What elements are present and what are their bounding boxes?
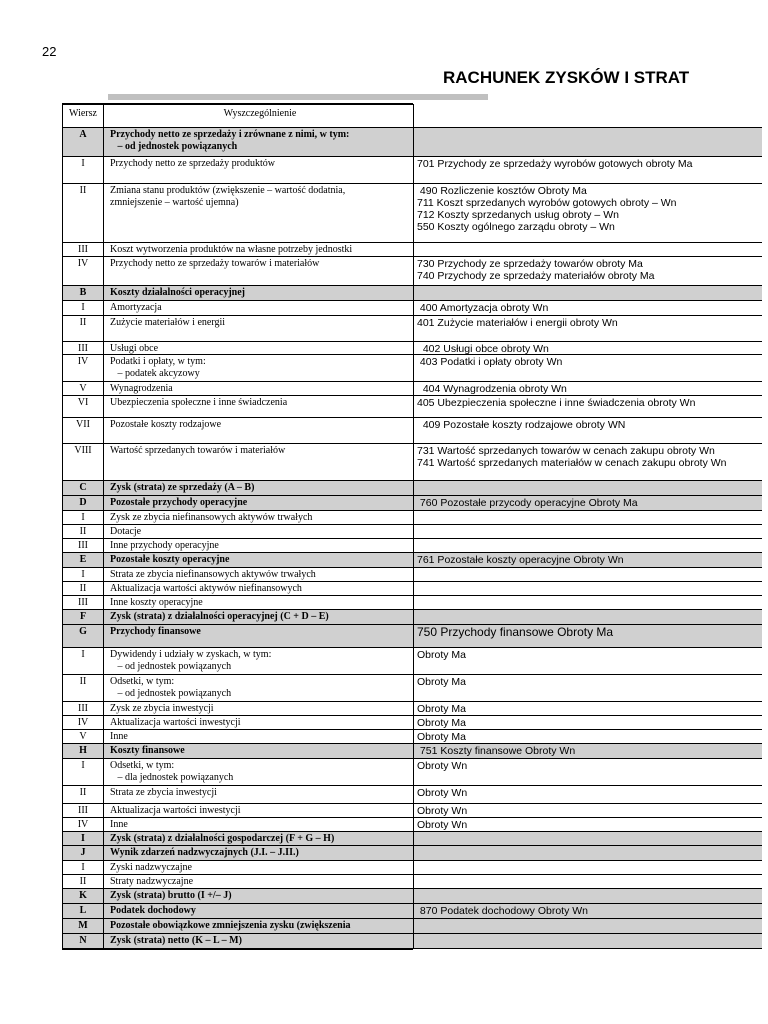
row-description — [104, 861, 414, 874]
description-line: Pozostałe przychody operacyjne — [110, 497, 248, 508]
account-line: 740 Przychody ze sprzedaży materiałów obroty Ma — [417, 270, 655, 282]
description-line: – od jednostek powiązanych — [110, 141, 238, 152]
row-accounts — [414, 553, 763, 567]
account-line: 400 Amortyzacja obroty Wn — [417, 302, 549, 314]
table-row-gi — [62, 648, 762, 675]
table-row-giv — [62, 716, 762, 730]
row-accounts — [414, 286, 763, 300]
row-description — [104, 539, 414, 552]
row-label: VI — [63, 396, 104, 417]
account-line: 712 Koszty sprzedanych usług obroty – Wn — [417, 209, 619, 221]
row-label: IV — [63, 716, 104, 729]
table-row-a — [62, 128, 762, 157]
description-line: Inne koszty operacyjne — [110, 597, 203, 608]
row-label: II — [63, 875, 104, 888]
table-row-aii — [62, 184, 762, 243]
row-description — [104, 759, 414, 785]
row-accounts — [414, 444, 763, 480]
description-line: Zysk ze zbycia inwestycji — [110, 703, 214, 714]
row-description — [104, 730, 414, 743]
row-description — [104, 846, 414, 860]
description-line: Zysk (strata) z działalności gospodarczej (F + G – H) — [110, 833, 335, 844]
table-row-j — [62, 846, 762, 861]
table-row-f — [62, 610, 762, 625]
description-line: Przychody netto ze sprzedaży i zrównane z nimi, w tym: — [110, 129, 350, 140]
row-description — [104, 919, 414, 933]
table-row-di — [62, 511, 762, 525]
account-line: 402 Usługi obce obroty Wn — [417, 343, 549, 354]
description-line: Aktualizacja wartości aktywów niefinansowych — [110, 583, 302, 594]
row-label: IV — [63, 355, 104, 381]
table-row-l — [62, 904, 762, 919]
account-line: Obroty Ma — [417, 649, 467, 661]
row-accounts — [414, 157, 763, 183]
description-line: Pozostałe koszty operacyjne — [110, 554, 230, 565]
row-label: D — [63, 496, 104, 510]
description-line: Pozostałe koszty rodzajowe — [110, 419, 222, 430]
row-label: III — [63, 539, 104, 552]
row-label: V — [63, 730, 104, 743]
row-description — [104, 889, 414, 903]
income-statement-table — [62, 104, 762, 949]
header-col-description: Wyszczególnienie — [104, 104, 414, 127]
row-label: I — [63, 861, 104, 874]
row-label: F — [63, 610, 104, 624]
row-description — [104, 286, 414, 300]
row-accounts — [414, 804, 763, 817]
row-accounts — [414, 568, 763, 581]
account-line: 404 Wynagrodzenia obroty Wn — [417, 383, 567, 395]
row-label: VII — [63, 418, 104, 443]
description-line: Aktualizacja wartości inwestycji — [110, 805, 241, 816]
row-label: II — [63, 582, 104, 595]
row-description — [104, 316, 414, 341]
description-line: Podatki i opłaty, w tym: — [110, 356, 206, 367]
row-accounts — [414, 846, 763, 860]
row-label: K — [63, 889, 104, 903]
account-line: Obroty Wn — [417, 787, 468, 799]
row-description — [104, 342, 414, 354]
row-accounts — [414, 418, 763, 443]
row-description — [104, 934, 414, 948]
description-line: Koszty finansowe — [110, 745, 185, 756]
row-label: B — [63, 286, 104, 300]
table-row-gii — [62, 675, 762, 702]
description-line: Strata ze zbycia niefinansowych aktywów trwałych — [110, 569, 316, 580]
row-label: I — [63, 511, 104, 524]
account-line: 490 Rozliczenie kosztów Obroty Ma — [417, 185, 587, 197]
table-row-dii — [62, 525, 762, 539]
description-line: Zysk (strata) z działalności operacyjnej (C + D – E) — [110, 611, 329, 622]
description-line: Koszty działalności operacyjnej — [110, 287, 245, 298]
row-description — [104, 904, 414, 918]
table-row-hiv — [62, 818, 762, 832]
description-line: Wynagrodzenia — [110, 383, 173, 394]
row-description — [104, 496, 414, 510]
description-line: Przychody finansowe — [110, 626, 201, 637]
description-line: Zysk (strata) brutto (I +/– J) — [110, 890, 232, 901]
row-accounts — [414, 934, 763, 948]
row-label: III — [63, 702, 104, 715]
description-line: Zysk ze zbycia niefinansowych aktywów trwałych — [110, 512, 313, 523]
row-accounts — [414, 610, 763, 624]
row-label: II — [63, 786, 104, 803]
description-line: Strata ze zbycia inwestycji — [110, 787, 217, 798]
row-description — [104, 716, 414, 729]
title-underline-bar — [108, 94, 488, 100]
row-label: IV — [63, 818, 104, 831]
row-accounts — [414, 582, 763, 595]
row-accounts — [414, 382, 763, 395]
account-line: 750 Przychody finansowe Obroty Ma — [417, 625, 614, 639]
page-title: RACHUNEK ZYSKÓW I STRAT — [443, 68, 690, 87]
table-row-eiii — [62, 596, 762, 610]
row-label: III — [63, 596, 104, 609]
row-description — [104, 744, 414, 758]
account-line: 731 Wartość sprzedanych towarów w cenach zakupu obroty Wn — [417, 445, 715, 457]
row-label: A — [63, 128, 104, 156]
account-line: Obroty Ma — [417, 717, 467, 729]
table-row-giii — [62, 702, 762, 716]
row-accounts — [414, 818, 763, 831]
table-bottom-rule — [62, 948, 413, 950]
header-col-row: Wiersz — [63, 104, 104, 127]
row-description — [104, 511, 414, 524]
row-label: I — [63, 568, 104, 581]
table-row-hii — [62, 786, 762, 804]
account-line: 751 Koszty finansowe Obroty Wn — [417, 745, 576, 757]
row-label: IV — [63, 257, 104, 285]
row-label: N — [63, 934, 104, 948]
table-row-eii — [62, 582, 762, 596]
table-row-g — [62, 625, 762, 648]
account-line: 760 Pozostałe przycody operacyjne Obroty Ma — [417, 497, 638, 509]
row-accounts — [414, 875, 763, 888]
account-line: Obroty Ma — [417, 676, 467, 688]
row-accounts — [414, 832, 763, 845]
row-accounts — [414, 301, 763, 315]
row-accounts — [414, 525, 763, 538]
row-accounts — [414, 904, 763, 918]
row-label: E — [63, 553, 104, 567]
row-accounts — [414, 243, 763, 256]
row-label: III — [63, 342, 104, 354]
table-row-k — [62, 889, 762, 904]
table-row-diii — [62, 539, 762, 553]
table-row-aiii — [62, 243, 762, 257]
description-line: Zmiana stanu produktów (zwiększenie – wartość dodatnia, — [110, 185, 346, 196]
row-label: II — [63, 184, 104, 242]
description-line: Odsetki, w tym: — [110, 760, 175, 771]
row-description — [104, 582, 414, 595]
description-line: Straty nadzwyczajne — [110, 876, 194, 887]
table-row-n — [62, 934, 762, 949]
description-line: Koszt wytworzenia produktów na własne potrzeby jednostki — [110, 244, 353, 255]
row-accounts — [414, 481, 763, 495]
description-line: Dotacje — [110, 526, 142, 537]
account-line: 701 Przychody ze sprzedaży wyrobów gotowych obroty Ma — [417, 158, 693, 170]
table-row-hiii — [62, 804, 762, 818]
description-line: Wynik zdarzeń nadzwyczajnych (J.I. – J.II.) — [110, 847, 299, 858]
account-line: Obroty Wn — [417, 760, 468, 772]
row-description — [104, 625, 414, 647]
row-accounts — [414, 919, 763, 933]
row-description — [104, 418, 414, 443]
row-description — [104, 553, 414, 567]
table-row-bii — [62, 316, 762, 342]
row-label: II — [63, 525, 104, 538]
account-line: 711 Koszt sprzedanych wyrobów gotowych obroty – Wn — [417, 197, 677, 209]
row-description — [104, 525, 414, 538]
row-accounts — [414, 625, 763, 647]
table-row-b — [62, 286, 762, 301]
description-line: Inne — [110, 819, 128, 830]
account-line: Obroty Ma — [417, 731, 467, 743]
row-label: I — [63, 648, 104, 674]
row-description — [104, 184, 414, 242]
description-line: Dywidendy i udziały w zyskach, w tym: — [110, 649, 272, 660]
table-row-e — [62, 553, 762, 568]
table-row-jii — [62, 875, 762, 889]
row-label: VIII — [63, 444, 104, 480]
row-description — [104, 257, 414, 285]
account-line: 730 Przychody ze sprzedaży towarów obroty Ma — [417, 258, 643, 270]
row-accounts — [414, 342, 763, 354]
row-description — [104, 610, 414, 624]
row-label: II — [63, 675, 104, 701]
row-label: G — [63, 625, 104, 647]
row-accounts — [414, 744, 763, 758]
description-line: Pozostałe obowiązkowe zmniejszenia zysku (zwiększenia — [110, 920, 351, 931]
account-line: 409 Pozostałe koszty rodzajowe obroty WN — [417, 419, 626, 431]
table-row-biii — [62, 342, 762, 355]
table-row-gv — [62, 730, 762, 744]
description-line: zmniejszenie – wartość ujemna) — [110, 197, 239, 208]
account-line: 403 Podatki i opłaty obroty Wn — [417, 356, 563, 368]
row-description — [104, 818, 414, 831]
row-label: M — [63, 919, 104, 933]
row-label: H — [63, 744, 104, 758]
description-line: Ubezpieczenia społeczne i inne świadczenia — [110, 397, 288, 408]
row-description — [104, 648, 414, 674]
row-accounts — [414, 596, 763, 609]
account-line: Obroty Ma — [417, 703, 467, 715]
row-accounts — [414, 786, 763, 803]
row-label: L — [63, 904, 104, 918]
row-description — [104, 675, 414, 701]
table-row-i — [62, 832, 762, 846]
row-label: V — [63, 382, 104, 395]
header-col-accounts — [414, 104, 763, 127]
description-line: Zysk (strata) netto (K – L – M) — [110, 935, 242, 946]
row-accounts — [414, 316, 763, 341]
row-accounts — [414, 889, 763, 903]
account-line: 761 Pozostałe koszty operacyjne Obroty Wn — [417, 554, 624, 566]
table-row-d — [62, 496, 762, 511]
row-description — [104, 875, 414, 888]
description-line: – podatek akcyzowy — [110, 368, 200, 379]
row-accounts — [414, 496, 763, 510]
table-row-bvi — [62, 396, 762, 418]
account-line: 401 Zużycie materiałów i energii obroty Wn — [417, 317, 618, 329]
row-description — [104, 396, 414, 417]
row-accounts — [414, 716, 763, 729]
row-label: J — [63, 846, 104, 860]
account-line: Obroty Wn — [417, 819, 468, 831]
description-line: Inne — [110, 731, 128, 742]
row-description — [104, 128, 414, 156]
table-row-h — [62, 744, 762, 759]
row-description — [104, 301, 414, 315]
table-row-ai — [62, 157, 762, 184]
description-line: – od jednostek powiązanych — [110, 688, 232, 699]
row-description — [104, 481, 414, 495]
row-description — [104, 243, 414, 256]
row-accounts — [414, 759, 763, 785]
row-description — [104, 786, 414, 803]
description-line: Przychody netto ze sprzedaży produktów — [110, 158, 275, 169]
row-label: III — [63, 804, 104, 817]
description-line: Podatek dochodowy — [110, 905, 196, 916]
account-line: 870 Podatek dochodowy Obroty Wn — [417, 905, 589, 917]
row-description — [104, 832, 414, 845]
table-row-ji — [62, 861, 762, 875]
row-description — [104, 355, 414, 381]
page-number: 22 — [42, 44, 57, 59]
account-line: 741 Wartość sprzedanych materiałów w cenach zakupu obroty Wn — [417, 457, 727, 469]
account-line: 550 Koszty ogólnego zarządu obroty – Wn — [417, 221, 615, 233]
table-header-row — [62, 104, 762, 128]
description-line: Aktualizacja wartości inwestycji — [110, 717, 241, 728]
row-description — [104, 596, 414, 609]
row-label: II — [63, 316, 104, 341]
row-description — [104, 157, 414, 183]
row-description — [104, 382, 414, 395]
table-row-aiv — [62, 257, 762, 286]
row-accounts — [414, 675, 763, 701]
table-row-hi — [62, 759, 762, 786]
description-line: Zużycie materiałów i energii — [110, 317, 226, 328]
account-line: Obroty Wn — [417, 805, 468, 817]
row-accounts — [414, 861, 763, 874]
description-line: Odsetki, w tym: — [110, 676, 175, 687]
row-accounts — [414, 539, 763, 552]
row-accounts — [414, 128, 763, 156]
description-line: Zysk (strata) ze sprzedaży (A – B) — [110, 482, 255, 493]
row-accounts — [414, 355, 763, 381]
row-label: C — [63, 481, 104, 495]
table-row-ei — [62, 568, 762, 582]
row-accounts — [414, 702, 763, 715]
table-row-bviii — [62, 444, 762, 481]
row-accounts — [414, 396, 763, 417]
row-label: I — [63, 301, 104, 315]
row-label: I — [63, 832, 104, 845]
description-line: Amortyzacja — [110, 302, 162, 313]
table-row-bv — [62, 382, 762, 396]
table-row-bi — [62, 301, 762, 316]
row-accounts — [414, 730, 763, 743]
row-description — [104, 702, 414, 715]
row-label: III — [63, 243, 104, 256]
account-line: 405 Ubezpieczenia społeczne i inne świadczenia obroty Wn — [417, 397, 696, 409]
row-label: I — [63, 157, 104, 183]
row-description — [104, 568, 414, 581]
description-line: Zyski nadzwyczajne — [110, 862, 192, 873]
description-line: Wartość sprzedanych towarów i materiałów — [110, 445, 286, 456]
row-accounts — [414, 511, 763, 524]
table-row-bvii — [62, 418, 762, 444]
table-row-c — [62, 481, 762, 496]
table-row-m — [62, 919, 762, 934]
row-accounts — [414, 184, 763, 242]
row-accounts — [414, 257, 763, 285]
description-line: Inne przychody operacyjne — [110, 540, 219, 551]
description-line: – dla jednostek powiązanych — [110, 772, 234, 783]
row-description — [104, 444, 414, 480]
description-line: Przychody netto ze sprzedaży towarów i materiałów — [110, 258, 320, 269]
description-line: Usługi obce — [110, 343, 159, 354]
row-label: I — [63, 759, 104, 785]
row-accounts — [414, 648, 763, 674]
table-row-biv — [62, 355, 762, 382]
description-line: – od jednostek powiązanych — [110, 661, 232, 672]
row-description — [104, 804, 414, 817]
